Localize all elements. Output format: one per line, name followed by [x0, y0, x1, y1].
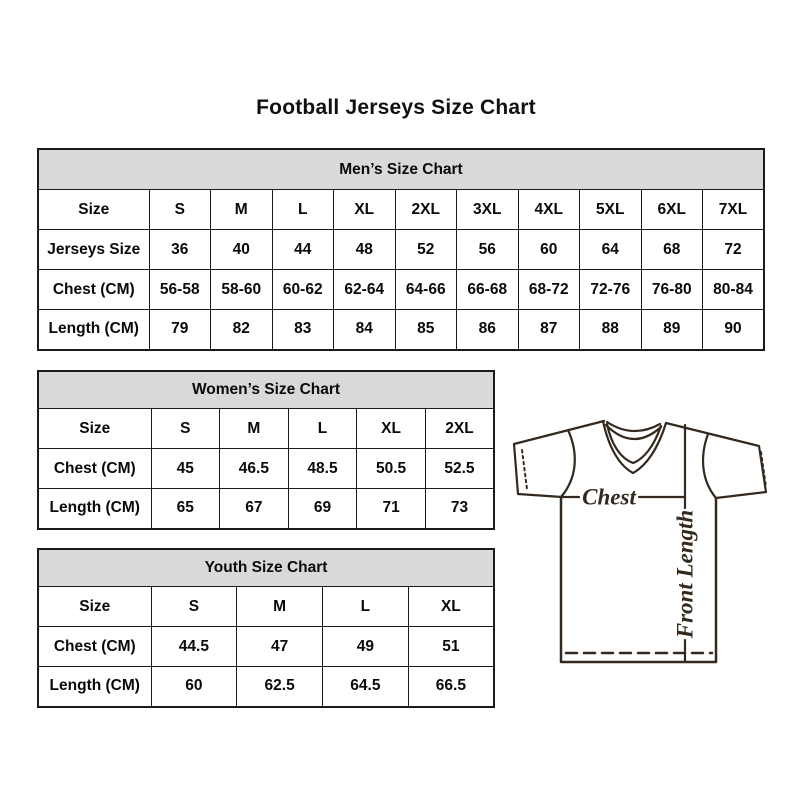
size-value-cell: 48 [334, 230, 396, 270]
size-value-cell: 36 [149, 230, 211, 270]
size-value-cell: 50.5 [357, 449, 426, 489]
size-value-cell: 72-76 [580, 270, 642, 310]
jersey-left-armhole-seam [561, 430, 575, 497]
size-row [38, 449, 494, 489]
size-value-cell: 64 [580, 230, 642, 270]
size-value-cell: 65 [151, 489, 220, 529]
size-value-cell: 62-64 [334, 270, 396, 310]
size-row [38, 627, 494, 667]
size-value-cell: 64.5 [323, 667, 409, 707]
size-value-cell: 68-72 [518, 270, 580, 310]
size-value-cell: M [220, 409, 289, 449]
size-value-cell: 80-84 [703, 270, 765, 310]
size-value-cell: 64-66 [395, 270, 457, 310]
size-value-cell: 66-68 [457, 270, 519, 310]
size-value-cell: 90 [703, 310, 765, 350]
table-title-row [38, 371, 494, 409]
size-row [38, 310, 764, 350]
page-title: Football Jerseys Size Chart [256, 96, 536, 119]
jersey-collar-top-arc-1 [607, 422, 660, 431]
size-value-cell: 66.5 [408, 667, 494, 707]
size-value-cell: 73 [425, 489, 494, 529]
size-value-cell: L [272, 190, 334, 230]
size-value-cell: 2XL [395, 190, 457, 230]
size-value-cell: M [237, 587, 323, 627]
size-value-cell: 71 [357, 489, 426, 529]
size-value-cell: 62.5 [237, 667, 323, 707]
youth-table-title: Youth Size Chart [38, 549, 494, 587]
left-cuff-stitch-line [522, 450, 527, 489]
size-value-cell: 83 [272, 310, 334, 350]
size-value-cell: 76-80 [641, 270, 703, 310]
size-value-cell: 88 [580, 310, 642, 350]
size-row [38, 489, 494, 529]
size-value-cell: 46.5 [220, 449, 289, 489]
size-row [38, 667, 494, 707]
front-length-label: Front Length [672, 509, 698, 639]
jersey-collar-outer-v [603, 421, 666, 473]
size-value-cell: 60 [518, 230, 580, 270]
size-value-cell: XL [408, 587, 494, 627]
size-value-cell: 72 [703, 230, 765, 270]
size-value-cell: 44 [272, 230, 334, 270]
size-value-cell: 85 [395, 310, 457, 350]
size-value-cell: 82 [211, 310, 273, 350]
size-value-cell: L [288, 409, 357, 449]
table-title-row [38, 149, 764, 190]
size-value-cell: 5XL [580, 190, 642, 230]
size-value-cell: 47 [237, 627, 323, 667]
row-label-cell: Size [38, 587, 151, 627]
size-value-cell: 52 [395, 230, 457, 270]
size-row [38, 190, 764, 230]
size-value-cell: 7XL [703, 190, 765, 230]
size-value-cell: 87 [518, 310, 580, 350]
size-row [38, 409, 494, 449]
row-label-cell: Chest (CM) [38, 270, 149, 310]
size-value-cell: 49 [323, 627, 409, 667]
size-value-cell: 68 [641, 230, 703, 270]
chest-label: Chest [582, 484, 636, 510]
jersey-measurement-diagram [500, 400, 780, 685]
size-row [38, 587, 494, 627]
womens-table-title: Women’s Size Chart [38, 371, 494, 409]
jersey-right-armhole-seam [703, 434, 716, 498]
row-label-cell: Jerseys Size [38, 230, 149, 270]
size-value-cell: 79 [149, 310, 211, 350]
size-value-cell: XL [357, 409, 426, 449]
size-value-cell: 84 [334, 310, 396, 350]
size-value-cell: 58-60 [211, 270, 273, 310]
youth-size-table [37, 548, 495, 708]
size-value-cell: 48.5 [288, 449, 357, 489]
mens-size-table [37, 148, 765, 351]
row-label-cell: Chest (CM) [38, 449, 151, 489]
row-label-cell: Length (CM) [38, 310, 149, 350]
size-value-cell: 51 [408, 627, 494, 667]
jersey-right-sleeve [666, 423, 766, 498]
size-value-cell: M [211, 190, 273, 230]
size-row [38, 270, 764, 310]
size-value-cell: L [323, 587, 409, 627]
size-value-cell: 6XL [641, 190, 703, 230]
row-label-cell: Size [38, 190, 149, 230]
size-value-cell: 86 [457, 310, 519, 350]
size-value-cell: S [151, 587, 237, 627]
size-value-cell: XL [334, 190, 396, 230]
table-title-row [38, 549, 494, 587]
row-label-cell: Length (CM) [38, 667, 151, 707]
size-value-cell: 45 [151, 449, 220, 489]
size-value-cell: 40 [211, 230, 273, 270]
size-value-cell: 2XL [425, 409, 494, 449]
row-label-cell: Size [38, 409, 151, 449]
size-value-cell: 4XL [518, 190, 580, 230]
size-value-cell: 60-62 [272, 270, 334, 310]
row-label-cell: Length (CM) [38, 489, 151, 529]
size-value-cell: 89 [641, 310, 703, 350]
size-value-cell: 3XL [457, 190, 519, 230]
size-value-cell: S [151, 409, 220, 449]
womens-size-table [37, 370, 495, 530]
size-value-cell: 52.5 [425, 449, 494, 489]
size-row [38, 230, 764, 270]
row-label-cell: Chest (CM) [38, 627, 151, 667]
size-value-cell: S [149, 190, 211, 230]
size-value-cell: 67 [220, 489, 289, 529]
jersey-collar-inner-v [607, 424, 661, 463]
size-value-cell: 56 [457, 230, 519, 270]
size-value-cell: 60 [151, 667, 237, 707]
size-value-cell: 56-58 [149, 270, 211, 310]
size-value-cell: 69 [288, 489, 357, 529]
size-value-cell: 44.5 [151, 627, 237, 667]
mens-table-title: Men’s Size Chart [38, 149, 764, 190]
